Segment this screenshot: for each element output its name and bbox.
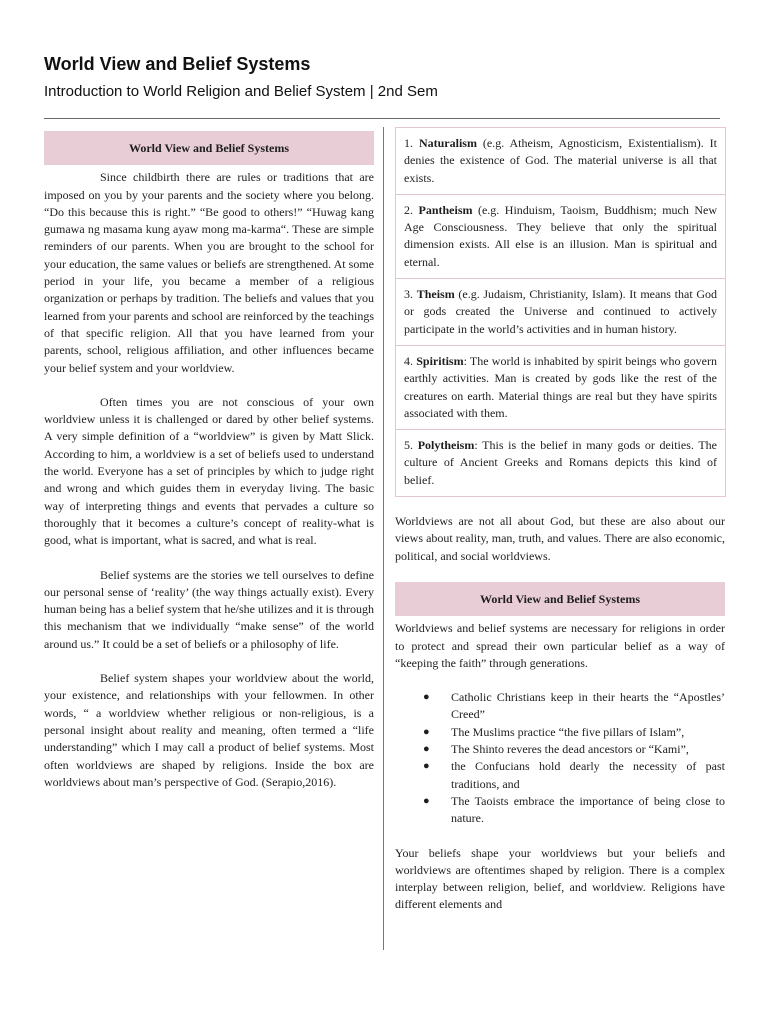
bullet-icon: ● (423, 743, 430, 756)
item-text: : The world is inhabited by spirit beings who govern earthly activities. Man is created by gods like the rest of the creatures on earth. Material things are real but they have spirits associated with them. (404, 353, 718, 420)
worldview-item (396, 279, 725, 346)
column-divider (383, 127, 384, 950)
item-text: (e.g. Hinduism, Taoism, Buddhism; much New Age Consciousness. They believe that only the spiritual dimension exists. All else is an illusion. Man is spiritual and eternal. (404, 202, 718, 269)
worldview-box (395, 127, 726, 497)
list-item: ● The Taoists embrace the importance of being close to nature. (423, 793, 725, 826)
item-term: Pantheism (418, 202, 473, 217)
item-number: 4. (404, 353, 413, 368)
bullet-icon: ● (423, 725, 430, 738)
worldview-item (396, 195, 725, 279)
item-text: (e.g. Atheism, Agnosticism, Existentialism). It denies the existence of God. The material universe is all that exists. (404, 136, 717, 185)
item-number: 1. (404, 136, 413, 150)
list-item: ● the Confucians hold dearly the necessity of past traditions, and (423, 759, 725, 791)
item-term: Spiritism (416, 353, 464, 368)
item-number: 2. (404, 202, 413, 217)
paragraph: Often times you are not conscious of your own worldview unless it is challenged or dared by other belief systems. A very simple definition of a “worldview” is given by Matt Slick. According to him, a worldview is a set of beliefs used to understand the world. Everyone has a set of principles by which to judge right and wrong and which guides them in everyday living. The basic way of interpreting things and events that pervades a culture so thoroughly that it becomes a culture’s concept of reality-what is good, what is important, what is sacred, and what is real. (44, 394, 374, 548)
item-number: 3. (404, 287, 413, 302)
page-title: World View and Belief Systems (44, 54, 311, 74)
paragraph: Since childbirth there are rules or traditions that are imposed on you by your parents and the society where you belong. “Do this because this is right.” “Be good to others!” “Huwag kang gumawa ng masama kung ayaw mong ma-karma“. These are simple reminders of our parents. When you are brought to the school for your education, the same values or beliefs are strengthened. At some period in your life, you became a member of a religious organization or perhaps by tradition. The beliefs and values that you learned from your parents and school are reinforced by the teachings of that specific religion. All that you have learned from your parents, school, religious affiliation, and other influences became your belief system and your worldview. (44, 170, 374, 375)
item-text: (e.g. Judaism, Christianity, Islam). It means that God or gods created the Universe and continued to actively participate in the world’s activities and in human history. (404, 287, 717, 336)
item-number: 5. (404, 438, 413, 453)
bullet-icon: ● (423, 691, 430, 704)
header-divider (44, 118, 720, 119)
list-item: ● The Muslims practice “the five pillars of Islam”, (395, 724, 725, 741)
paragraph: Belief system shapes your worldview about the world, your existence, and relationships with your fellowmen. In other words, “ a worldview whether religious or non-religious, is a personal insight about reality and meaning, often termed a “life understanding” which I may call a product of belief systems. Most often worldviews are shaped by religions. Inside the box are worldviews about man’s perspective of God. (Serapio,2016). (44, 671, 374, 789)
bullet-icon: ● (423, 794, 430, 807)
worldview-item (396, 430, 725, 496)
item-term: Polytheism (417, 438, 475, 453)
religion-list (395, 689, 725, 827)
list-item: ● The Shinto reveres the dead ancestors or “Kami”, (395, 741, 725, 758)
paragraph: Your beliefs shape your worldviews but your beliefs and worldviews are oftentimes shaped by religion. There is a complex interplay between religion, belief, and worldview. Religions have different elements and (395, 845, 725, 912)
item-term: Naturalism (418, 136, 477, 150)
item-term: Theism (416, 287, 455, 302)
worldview-item (396, 346, 725, 430)
worldview-item (396, 128, 725, 195)
page-subtitle: Introduction to World Religion and Belief System | 2nd Sem (44, 83, 438, 100)
section-heading: World View and Belief Systems (395, 582, 725, 616)
paragraph: Worldviews and belief systems are necessary for religions in order to protect and spread their own particular belief as a way of “keeping the faith” through generations. (395, 621, 725, 670)
paragraph: Worldviews are not all about God, but these are also about our views about reality, man, truth, and values. There are also economic, political, and social worldviews. (395, 514, 725, 563)
left-column (44, 131, 374, 791)
list-item: ● Catholic Christians keep in their hearts the “Apostles’ Creed” (423, 690, 725, 722)
item-text: : This is the belief in many gods or deities. The culture of Ancient Greeks and Romans depicts this kind of belief. (404, 438, 718, 487)
paragraph: Belief systems are the stories we tell ourselves to define our personal sense of ‘reality’ (the way things actually exist). Every human being has a belief system that he/she utilizes and it is through this mechanism that we individually “make sense” of the world around us.” It could be a set of beliefs or a philosophy of life. (44, 567, 374, 651)
bullet-icon: ● (423, 760, 430, 773)
right-column (395, 127, 725, 931)
section-heading: World View and Belief Systems (44, 131, 374, 165)
after-box-section (395, 513, 725, 914)
